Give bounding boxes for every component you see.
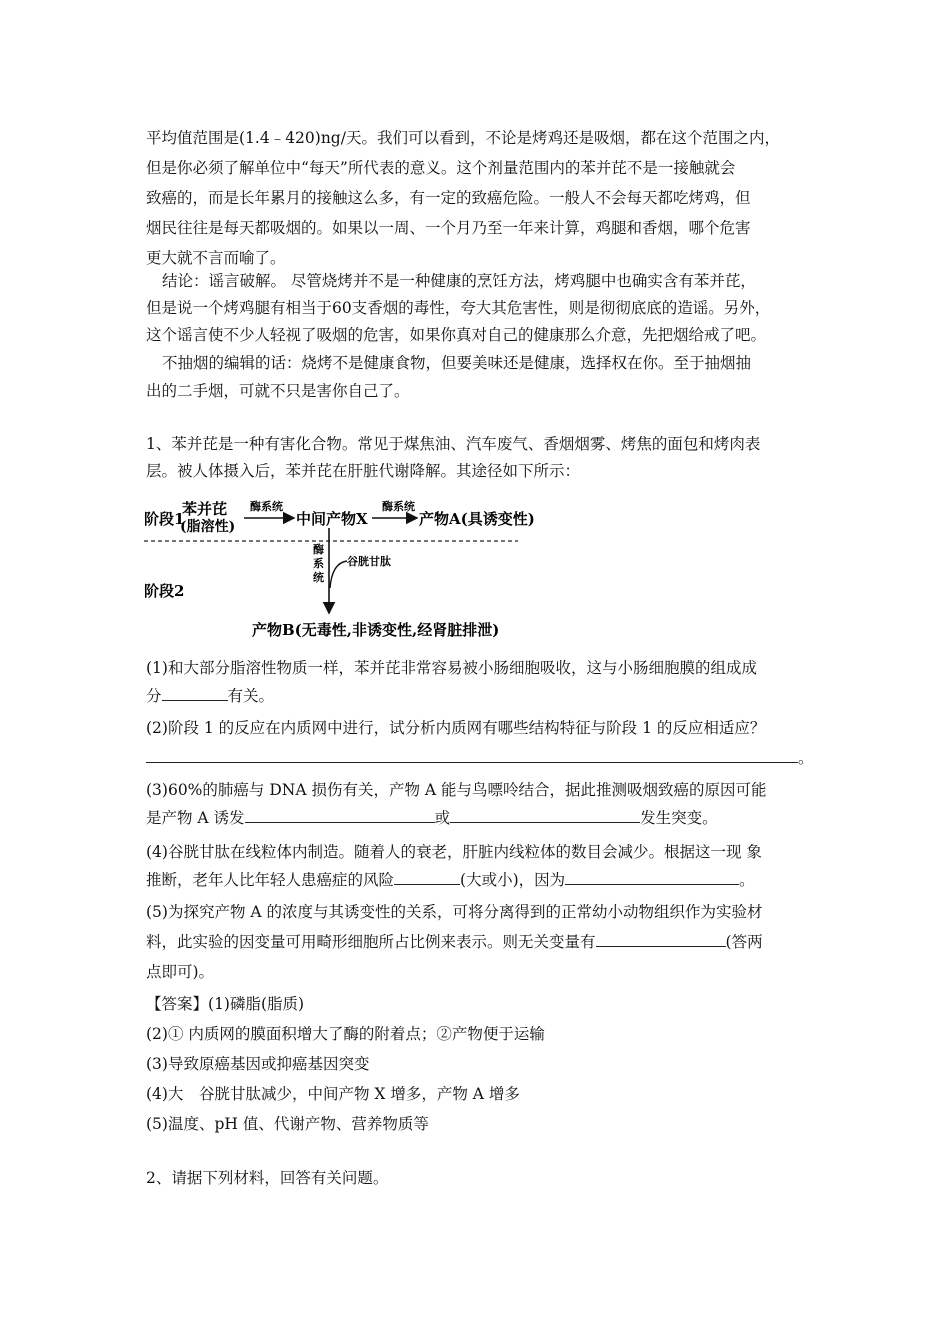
text: 是产物 A 诱发: [146, 809, 245, 827]
text: 发生突变。: [640, 809, 718, 827]
text: (答两: [725, 933, 763, 951]
answer-4: (4)大 谷胱甘肽减少，中间产物 X 增多，产物 A 增多: [146, 1085, 520, 1103]
text: 推断，老年人比年轻人患癌症的风险: [146, 871, 395, 889]
sub-question-5-blank-line: [146, 932, 763, 952]
intro-line: 平均值范围是(1.4﹣420)ng/天。我们可以看到，不论是烤鸡还是吸烟，都在这个范围之内，: [146, 129, 780, 147]
text: 。: [739, 871, 755, 889]
fat-soluble-label: (脂溶性): [180, 519, 236, 535]
intermediate-x-label: 中间产物X: [296, 510, 368, 528]
answer-blank[interactable]: [394, 870, 460, 885]
benzopyrene-label: 苯并芘: [182, 500, 228, 518]
enzyme-vertical-label: 系: [313, 557, 324, 570]
answer-text: (1)磷脂(脂质): [208, 995, 305, 1013]
question-1-stem: 1、苯并芘是一种有害化合物。常见于煤焦油、汽车废气、香烟烟雾、烤焦的面包和烤肉表: [146, 435, 761, 453]
intro-line: 这个谣言使不少人轻视了吸烟的危害，如果你真对自己的健康那么介意，先把烟给戒了吧。: [146, 326, 767, 344]
glutathione-label: 谷胱甘肽: [347, 555, 391, 568]
text: 分: [146, 687, 162, 705]
sub-question-5: (5)为探究产物 A 的浓度与其诱变性的关系，可将分离得到的正常幼小动物组织作为实验材: [146, 903, 763, 921]
enzyme-system-label: 酶系统: [250, 500, 283, 513]
enzyme-vertical-label: 酶: [313, 543, 324, 556]
product-a-label: 产物A(具诱变性): [419, 510, 535, 528]
answer-2: (2)① 内质网的膜面积增大了酶的附着点；②产物便于运输: [146, 1025, 545, 1043]
sub-question-4: (4)谷胱甘肽在线粒体内制造。随着人的衰老，肝脏内线粒体的数目会减少。根据这一现 象: [146, 843, 762, 861]
intro-line: 烟民往往是每天都吸烟的。如果以一周、一个月乃至一年来计算，鸡腿和香烟，哪个危害: [146, 219, 751, 237]
intro-line: 更大就不言而喻了。: [146, 249, 286, 267]
answer-blank[interactable]: [565, 870, 739, 885]
answer-label: 【答案】: [146, 995, 209, 1013]
sub-question-2-blank-line: [146, 748, 814, 768]
sub-question-2: (2)阶段 1 的反应在内质网中进行，试分析内质网有哪些结构特征与阶段 1 的反应相适应？: [146, 719, 766, 737]
intro-line: 不抽烟的编辑的话：烧烤不是健康食物，但要美味还是健康，选择权在你。至于抽烟抽: [162, 354, 752, 372]
text: 有关。: [227, 687, 275, 705]
pathway-diagram: [142, 493, 535, 643]
answer-blank[interactable]: [162, 686, 228, 701]
sub-question-3: (3)60%的肺癌与 DNA 损伤有关，产物 A 能与鸟嘌呤结合，据此推测吸烟致癌的原因可能: [146, 781, 767, 799]
sub-question-1: (1)和大部分脂溶性物质一样，苯并芘非常容易被小肠细胞吸收，这与小肠细胞膜的组成成: [146, 659, 757, 677]
text: (大或小)，因为: [460, 871, 566, 889]
sub-question-3-blank-line: [146, 808, 718, 828]
answer-3: (3)导致原癌基因或抑癌基因突变: [146, 1055, 370, 1073]
sub-question-1-blank-line: [146, 686, 274, 706]
question-2-stem: 2、请据下列材料，回答有关问题。: [146, 1169, 389, 1187]
text: 或: [434, 809, 451, 827]
text: 料，此实验的因变量可用畸形细胞所占比例来表示。则无关变量有: [146, 933, 596, 951]
answer-5: (5)温度、pH 值、代谢产物、营养物质等: [146, 1115, 429, 1133]
enzyme-vertical-label: 统: [313, 571, 324, 584]
answer-1: [146, 994, 304, 1014]
intro-line: 出的二手烟，可就不只是害你自己了。: [146, 382, 410, 400]
intro-line: 致癌的，而是长年累月的接触这么多，有一定的致癌危险。一般人不会每天都吃烤鸡，但: [146, 189, 751, 207]
intro-line: 但是说一个烤鸡腿有相当于60支香烟的毒性，夸大其危害性，则是彻彻底底的造谣。另外，: [146, 299, 771, 317]
stage-1-label: 阶段1: [144, 510, 185, 528]
product-b-label: 产物B(无毒性,非诱变性,经肾脏排泄): [252, 621, 500, 639]
intro-line: 结论：谣言破解。 尽管烧烤并不是一种健康的烹饪方法，烤鸡腿中也确实含有苯并芘，: [162, 272, 756, 290]
question-1-stem: 层。被人体摄入后，苯并芘在肝脏代谢降解。其途径如下所示：: [146, 462, 581, 480]
stage-2-label: 阶段2: [144, 582, 185, 600]
glutathione-branch: [330, 561, 347, 588]
enzyme-system-label: 酶系统: [382, 500, 415, 513]
text: 。: [798, 749, 814, 767]
answer-blank[interactable]: [596, 932, 726, 947]
sub-question-4-blank-line: [146, 870, 755, 890]
answer-blank[interactable]: [245, 808, 435, 823]
intro-line: 但是你必须了解单位中“每天”所代表的意义。这个剂量范围内的苯并芘不是一接触就会: [146, 159, 736, 177]
answer-blank[interactable]: [146, 748, 798, 763]
answer-blank[interactable]: [450, 808, 640, 823]
sub-question-5-end: 点即可)。: [146, 963, 215, 981]
